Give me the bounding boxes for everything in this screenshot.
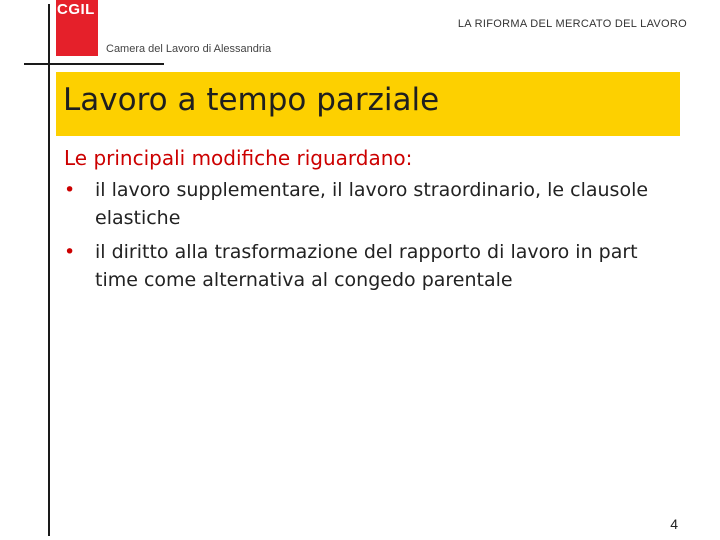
organization-label: Camera del Lavoro di Alessandria [106, 43, 272, 55]
bullet-icon: • [64, 179, 76, 201]
bullet-list [64, 176, 684, 294]
bullet-item [64, 176, 684, 232]
page-number: 4 [670, 516, 678, 532]
cgil-logo-text: CGIL [57, 1, 95, 18]
vertical-divider [48, 4, 50, 536]
bullet-item [64, 238, 684, 294]
bullet-icon: • [64, 241, 76, 263]
slide-title: Lavoro a tempo parziale [63, 82, 440, 118]
header-title: LA RIFORMA DEL MERCATO DEL LAVORO [457, 18, 687, 30]
bullet-text: il diritto alla trasformazione del rapporto di lavoro in part time come alternativa al congedo parentale [95, 241, 638, 291]
slide-content [64, 144, 684, 300]
bullet-text: il lavoro supplementare, il lavoro straordinario, le clausole elastiche [95, 179, 649, 229]
horizontal-divider [24, 63, 164, 65]
lead-text: Le principali modifiche riguardano: [64, 146, 413, 170]
